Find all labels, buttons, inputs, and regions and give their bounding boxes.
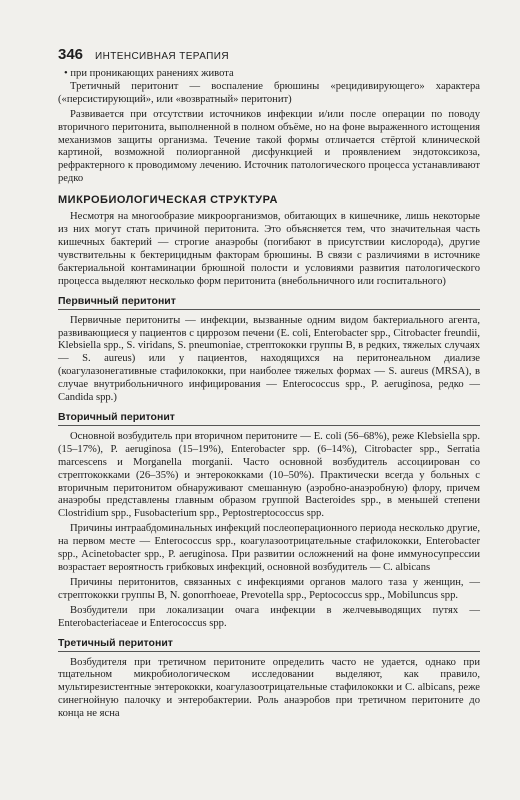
running-title: ИНТЕНСИВНАЯ ТЕРАПИЯ (95, 51, 229, 62)
secondary-paragraph-4: Возбудители при локализации очага инфекции в желчевыводящих путях — Enterobacteriaceae и Enterococcus spp. (58, 604, 480, 629)
primary-paragraph: Первичные перитониты — инфекции, вызванные одним видом бактериального агента, развивающиеся у пациентов с циррозом печени (E. coli, Enterobacter spp., Citrobacter freundii, Klebsiella spp., S. viridans, S. pneumoniae, стрептококки группы B, в редких, тяжелых случаях — S. aureus) или у пациентов, находящихся на перитонеальном диализе (коагулазонегативные стафилококки, при наиболее тяжелых формах — S. aureus (MRSA), в случае внутрибольничного инфицирования — Enterococcus spp., P. aeruginosa, редко — Candida spp.) (58, 314, 480, 404)
secondary-paragraph-2: Причины интраабдоминальных инфекций послеоперационного периода несколько другие, на первом месте — Enterococcus spp., коагулазоотрицательные стафилококки, Enterobacter spp., Acinetobacter spp., P. aeruginosa. При развитии осложнений на фоне иммуносупрессии возрастает вероятность грибковых инфекций, основной возбудитель — C. albicans (58, 523, 480, 573)
running-head (58, 46, 229, 63)
secondary-paragraph-3: Причины перитонитов, связанных с инфекциями органов малого таза у женщин, — стрептококки группы B, N. gonorrhoeae, Prevotella spp., Peptococcus spp., Mobiluncus spp. (58, 576, 480, 601)
page-body (58, 68, 480, 723)
tertiary-definition: Третичный перитонит — воспаление брюшины «рецидивирующего» характера («персистирующий», или «возвратный» перитонит) (58, 80, 480, 105)
tertiary-description: Развивается при отсутствии источников инфекции и/или после операции по поводу вторичного перитонита, выполненной в полном объёме, но на фоне выраженного истощения механизмов защиты организма. Течение такой формы отличается стёртой клинической картиной, возможной полиорганной дисфункцией и проявлением эндотоксикоза, рефрактерного к проводимому лечению. Источник патологического процесса устанавливают редко (58, 108, 480, 185)
page-number: 346 (58, 46, 84, 63)
subsection-heading-primary: Первичный перитонит (58, 295, 480, 310)
section-heading-microbiology: МИКРОБИОЛОГИЧЕСКАЯ СТРУКТУРА (58, 194, 278, 207)
tertiary-paragraph: Возбудителя при третичном перитоните определить часто не удается, однако при тщательном микробиологическом исследовании выделяют, как правило, мультирезистентные энтерококки, коагулазоотрицательные стафилококки и C. albicans, реже синегнойную палочку и энтеробактерии. Роль анаэробов при третичном перитоните до конца не ясна (58, 656, 480, 720)
subsection-heading-secondary: Вторичный перитонит (58, 411, 480, 426)
secondary-paragraph-1: Основной возбудитель при вторичном перитоните — E. coli (56–68%), реже Klebsiella spp. (15–17%), P. aeruginosa (15–19%), Enterobacter spp. (6–14%), Citrobacter spp., Serratia marcescens и Morganella morganii. Часто основной возбудитель ассоциирован со стрептококками (26–35%) и энтерококками (10–50%). Практически всегда у больных с вторичным перитонитом обнаруживают смешанную (аэробно-анаэробную) флору, причем анаэробы представлены главным образом группой Bacteroides spp., в меньшей степени Clostridium spp., Fusobacterium spp., Peptostreptococcus spp. (58, 430, 480, 520)
bullet-item: • при проникающих ранениях живота (64, 68, 234, 79)
subsection-heading-tertiary: Третичный перитонит (58, 637, 480, 652)
microbiology-paragraph: Несмотря на многообразие микроорганизмов, обитающих в кишечнике, лишь некоторые из них могут стать причиной перитонита. Это объясняется тем, что значительная часть кишечных бактерий — строгие анаэробы (погибают в присутствии кислорода), другие чувствительны к бектерицидным факторам брюшины. В связи с различиями в источнике бактериальной контаминации брюшной полости и условиями развития патологического процесса выделяют несколько форм перитонита (внебольничного или госпитального) (58, 211, 480, 287)
